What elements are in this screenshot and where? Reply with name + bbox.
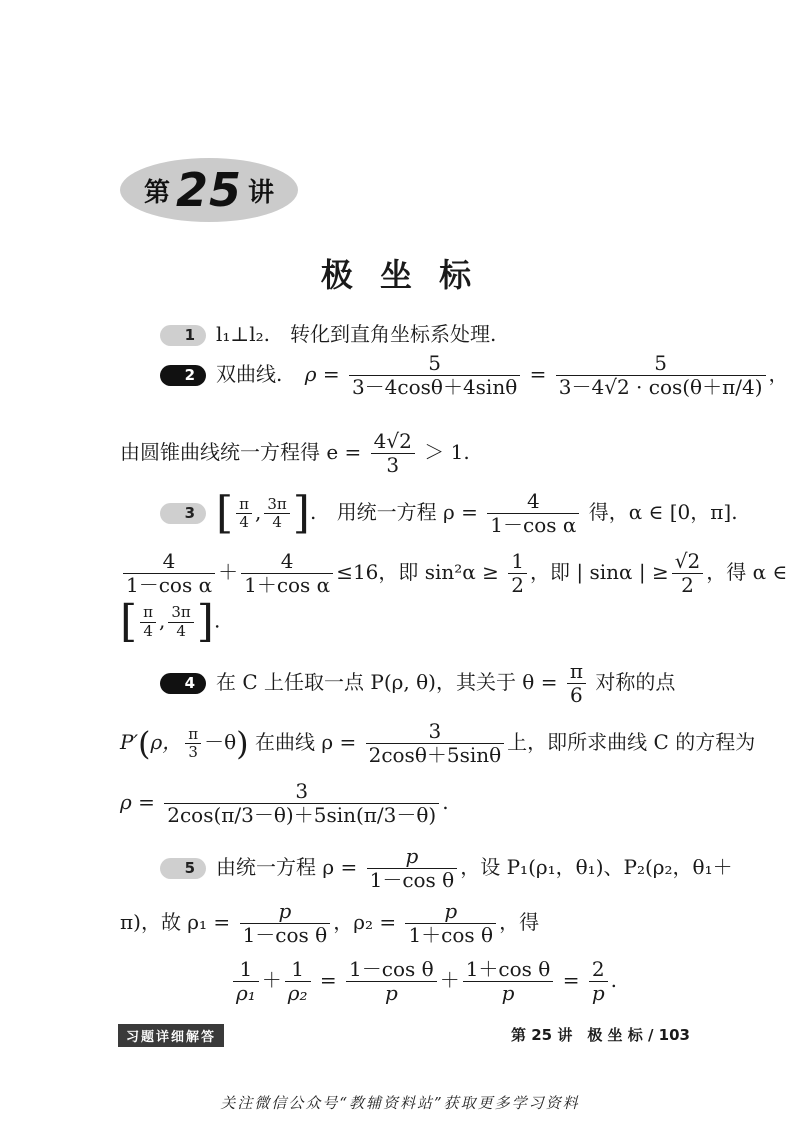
answer-2-fraction-2 <box>556 352 766 399</box>
fraction-denominator: 2cos(π/3－θ)＋5sin(π/3－θ) <box>167 803 437 827</box>
answers-content <box>120 310 789 1005</box>
rho1-fraction <box>240 900 331 947</box>
point-minus-theta: －θ <box>204 730 237 754</box>
rho2-fraction <box>405 900 496 947</box>
answer-5-line-2 <box>120 900 539 947</box>
eq-end: . <box>610 968 617 992</box>
answer-3-text-1: 用统一方程 ρ = <box>336 500 478 524</box>
fraction-denominator: 4 <box>239 513 249 531</box>
answer-5-badge: 5 <box>160 858 206 879</box>
eq-term-3 <box>346 958 437 1005</box>
page-title: 极 坐 标 <box>320 256 480 294</box>
bracket-open: [ <box>216 487 234 539</box>
point-rho: ρ， <box>150 730 183 754</box>
range-end <box>168 604 193 640</box>
paren-close: ) <box>236 724 249 763</box>
answer-4-text-1: 在 C 上任取一点 P(ρ, θ)，其关于 θ = <box>216 670 558 694</box>
eq-term-2 <box>285 958 311 1005</box>
fraction-numerator: 1－cos θ <box>346 958 437 982</box>
fraction-denominator: p <box>384 981 398 1005</box>
range-start <box>236 496 252 532</box>
eq-plus-2: ＋ <box>439 968 460 992</box>
fraction-numerator: 5 <box>556 352 766 376</box>
answer-2-fraction-1 <box>349 352 520 399</box>
fraction-numerator: π <box>185 726 201 744</box>
bracket-close: ] <box>196 596 214 647</box>
fraction-denominator: 2cosθ＋5sinθ <box>368 743 502 767</box>
fraction-numerator: 4 <box>123 550 215 574</box>
line2-text-1: ≤16，即 sin²α ≥ <box>336 560 499 584</box>
fraction-numerator: 1＋cos θ <box>463 958 554 982</box>
fraction-numerator: π <box>236 496 252 514</box>
answer-4-line-2-text-2: 上，即所求曲线 C 的方程为 <box>507 730 756 754</box>
fraction-numerator: 3 <box>366 720 505 744</box>
point-p-prime: P′ <box>120 730 138 754</box>
answer-3-text-2: 得，α ∈ [0，π]. <box>588 500 738 524</box>
line2-half <box>508 550 527 597</box>
bracket-open: [ <box>120 596 138 647</box>
line2-fraction-2 <box>241 550 333 597</box>
answer-4-badge: 4 <box>160 673 206 694</box>
line3-end: . <box>213 608 221 633</box>
fraction-denominator: p <box>591 981 605 1005</box>
answer-3-badge: 3 <box>160 503 206 524</box>
fraction-numerator: p <box>405 900 496 924</box>
fraction-denominator: 1－cos θ <box>242 923 328 947</box>
fraction-denominator: 4 <box>272 513 282 531</box>
fraction-denominator: 3 <box>188 743 198 761</box>
answer-4-theta <box>567 660 586 707</box>
answer-4-end: . <box>442 790 449 814</box>
fraction-denominator: 3－4cosθ＋4sinθ <box>351 375 518 399</box>
answer-1-badge: 1 <box>160 325 206 346</box>
fraction-numerator: 1 <box>508 550 527 574</box>
answer-5-line-2-text-2: ，ρ₂ = <box>333 910 397 934</box>
fraction-denominator: 1＋cos α <box>244 573 331 597</box>
answer-4-line-2 <box>120 720 755 767</box>
fraction-denominator: 3 <box>386 453 400 477</box>
fraction-numerator: √2 <box>672 550 703 574</box>
fraction-numerator: 2 <box>589 958 608 982</box>
bracket-close: ] <box>292 487 310 539</box>
answer-3: 3 [ $\frac{\pi}{4}$ , $\frac{3\pi}{4}$ ]. 用统一方程 ρ = $\frac{4}{\text{1－cos α}}$ 得，α ∈ [0，π]. <box>160 490 738 537</box>
answer-2-label: 双曲线. <box>216 362 283 386</box>
answer-3-fraction <box>487 490 579 537</box>
fraction-numerator: p <box>367 845 458 869</box>
fraction-denominator: 3－4√2 · cos(θ＋π/4) <box>558 375 763 399</box>
answer-4-text-2: 对称的点 <box>595 670 676 694</box>
line2-text-2: ，即 | sinα | ≥ <box>530 560 669 584</box>
range-end <box>264 496 289 532</box>
fraction-numerator: 1 <box>233 958 259 982</box>
answer-4-rho: ρ = <box>120 790 155 814</box>
answer-3-line-3: [ $\frac{\pi}{4}$ , $\frac{3\pi}{4}$ ]. <box>120 596 221 647</box>
fraction-denominator: ρ₁ <box>236 981 256 1005</box>
answer-2-equals: = <box>529 362 547 386</box>
footer-page-info: 第 25 讲 极 坐 标 / 103 <box>511 1026 690 1044</box>
fraction-denominator: 1＋cos θ <box>408 923 494 947</box>
answer-4-line-3 <box>120 780 449 827</box>
answer-2-badge: 2 <box>160 365 206 386</box>
answer-5-line-2-text-3: ，得 <box>499 910 540 934</box>
eq-plus: ＋ <box>261 968 282 992</box>
fraction-denominator: ρ₂ <box>287 981 308 1005</box>
fraction-denominator: 4 <box>143 621 153 640</box>
answer-2-eccentricity <box>371 430 415 477</box>
eq-term-4 <box>463 958 554 1005</box>
eq-equals-2: = <box>562 968 580 992</box>
answer-2: 2 双曲线. ρ = $\frac{5}{3-4\cos\theta+4\sin\theta}$ = $\frac{5}{3-4√2 \cdot \cos(\theta+\pi/4)}$ ， <box>160 352 789 399</box>
lecture-prefix: 第 <box>143 177 170 208</box>
point-pi-over-3 <box>185 726 201 762</box>
plus-sign: ＋ <box>218 560 239 584</box>
answer-2-line-2 <box>120 430 470 477</box>
fraction-numerator: π <box>567 660 586 684</box>
answer-4-curve <box>366 720 505 767</box>
fraction-denominator: 1－cos θ <box>369 868 455 892</box>
fraction-denominator: 2 <box>681 573 694 597</box>
fraction-numerator: 1 <box>285 958 311 982</box>
fraction-numerator: 3π <box>264 496 289 514</box>
line2-text-3: ，得 α ∈ <box>706 560 788 584</box>
fraction-denominator: 1－cos α <box>126 573 213 597</box>
fraction-numerator: p <box>240 900 331 924</box>
fraction-denominator: 1－cos α <box>490 513 577 537</box>
footer-left-label: 习题详细解答 <box>118 1024 224 1047</box>
answer-5-equation <box>230 958 617 1005</box>
answer-5-line-2-text-1: π)，故 ρ₁ = <box>120 910 231 934</box>
fraction-numerator: 4 <box>241 550 333 574</box>
eq-result <box>589 958 608 1005</box>
line2-root <box>672 550 703 597</box>
lecture-number: 25 <box>175 163 242 217</box>
fraction-denominator: p <box>501 981 515 1005</box>
answer-5 <box>160 845 733 892</box>
answer-2-line-2-suffix: ＞ 1. <box>424 440 470 464</box>
bottom-note: 关注微信公众号“教辅资料站”获取更多学习资料 <box>220 1094 580 1112</box>
answer-3-line-2 <box>120 550 787 597</box>
range-start <box>140 604 156 640</box>
fraction-denominator: 4 <box>176 621 186 640</box>
answer-2-line-2-prefix: 由圆锥曲线统一方程得 e = <box>120 440 362 464</box>
answer-2-rho: ρ = <box>304 362 340 386</box>
fraction-denominator: 6 <box>570 683 583 707</box>
answer-1 <box>160 318 496 347</box>
fraction-numerator: 5 <box>349 352 520 376</box>
fraction-numerator: 3π <box>168 604 193 622</box>
eq-equals-1: = <box>319 968 337 992</box>
fraction-numerator: π <box>140 604 156 622</box>
lecture-suffix: 讲 <box>248 177 275 208</box>
eq-term-1 <box>233 958 259 1005</box>
answer-1-text: l₁⊥l₂. 转化到直角坐标系处理. <box>216 322 497 346</box>
lecture-badge-text <box>120 158 298 222</box>
line2-fraction-1 <box>123 550 215 597</box>
answer-5-fraction <box>367 845 458 892</box>
answer-4-result <box>164 780 439 827</box>
paren-open: ( <box>138 724 151 763</box>
fraction-numerator: 3 <box>164 780 439 804</box>
answer-4 <box>160 660 675 707</box>
fraction-denominator: 2 <box>511 573 525 597</box>
answer-5-text-1: 由统一方程 ρ = <box>216 855 358 879</box>
answer-4-line-2-text: 在曲线 ρ = <box>255 730 357 754</box>
fraction-numerator: 4 <box>487 490 579 514</box>
answer-5-text-2: ，设 P₁(ρ₁，θ₁)、P₂(ρ₂，θ₁＋ <box>460 855 733 879</box>
fraction-numerator: 4√2 <box>371 430 415 454</box>
